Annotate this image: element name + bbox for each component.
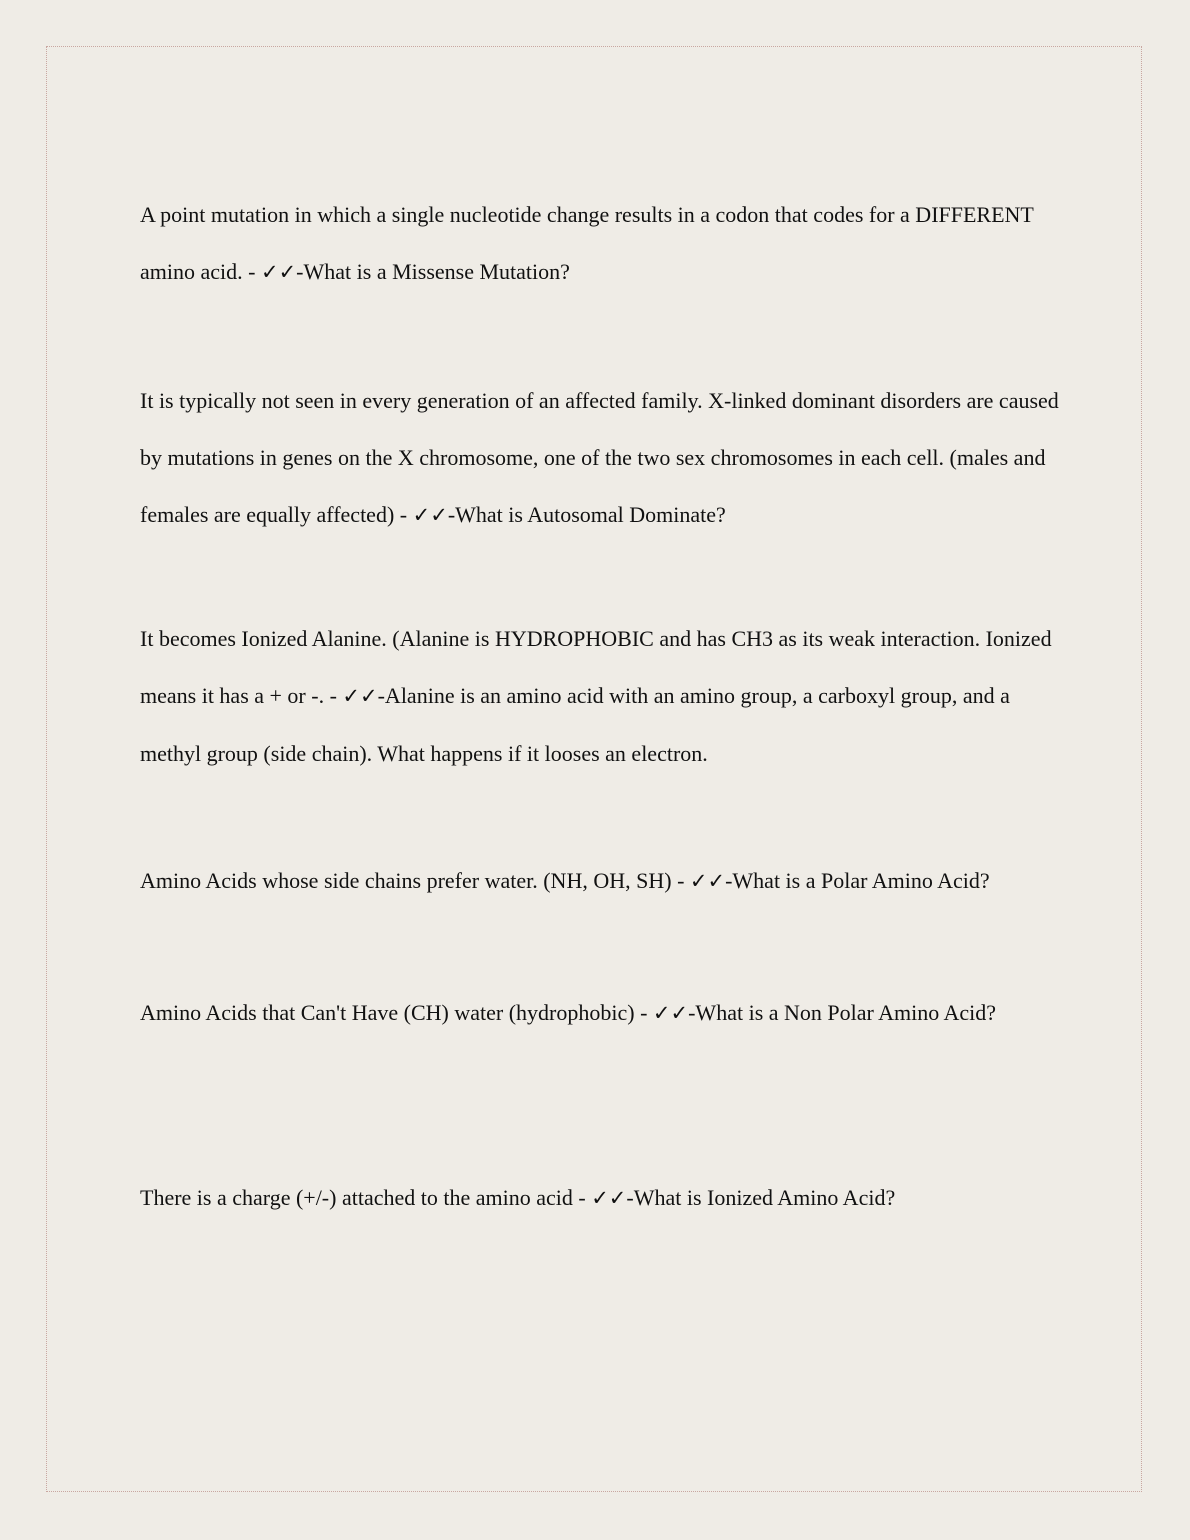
card-separator: -: [324, 683, 343, 708]
card-term: A point mutation in which a single nucleotide change results in a codon that codes for a DIFFERENT amino acid.: [140, 202, 1034, 284]
double-check-icon: ✓✓: [412, 503, 448, 527]
double-check-icon: ✓✓: [342, 684, 378, 708]
card-term: Amino Acids whose side chains prefer water. (NH, OH, SH): [140, 868, 672, 893]
card-term: Amino Acids that Can't Have (CH) water (hydrophobic): [140, 1000, 635, 1025]
double-check-icon: ✓✓: [591, 1186, 627, 1210]
card-separator: -: [671, 868, 690, 893]
card-definition: -What is a Missense Mutation?: [296, 259, 570, 284]
flashcard-non-polar-amino-acid: [140, 984, 1070, 1042]
card-separator: -: [634, 1000, 653, 1025]
card-separator: -: [572, 1185, 592, 1210]
flashcard-autosomal-dominate: [140, 372, 1070, 544]
flashcard-ionized-amino-acid: [140, 1169, 1070, 1227]
card-separator: -: [394, 502, 413, 527]
card-definition: -What is Ionized Amino Acid?: [626, 1185, 896, 1210]
card-definition: -Alanine is an amino acid with an amino group, a carboxyl group, and a methyl group (side chain). What happens if it looses an electron.: [140, 683, 1010, 766]
card-separator: -: [242, 259, 261, 284]
double-check-icon: ✓✓: [260, 260, 297, 284]
card-definition: -What is Autosomal Dominate?: [447, 502, 726, 527]
flashcard-polar-amino-acid: [140, 852, 1070, 910]
card-term: There is a charge (+/-) attached to the amino acid: [140, 1185, 573, 1210]
double-check-icon: ✓✓: [689, 869, 726, 893]
flashcard-ionized-alanine: [140, 610, 1070, 782]
flashcard-missense-mutation: [140, 186, 1070, 301]
card-term: It is typically not seen in every generation of an affected family. X-linked dominant disorders are caused by mutations in genes on the X chromosome, one of the two sex chromosomes in each cell. (males and females are equally affected): [140, 388, 1059, 527]
card-definition: -What is a Non Polar Amino Acid?: [688, 1000, 997, 1025]
card-term: It becomes Ionized Alanine. (Alanine is HYDROPHOBIC and has CH3 as its weak interaction. Ionized means it has a + or -.: [140, 626, 1052, 708]
double-check-icon: ✓✓: [652, 1001, 689, 1025]
card-definition: -What is a Polar Amino Acid?: [725, 868, 990, 893]
